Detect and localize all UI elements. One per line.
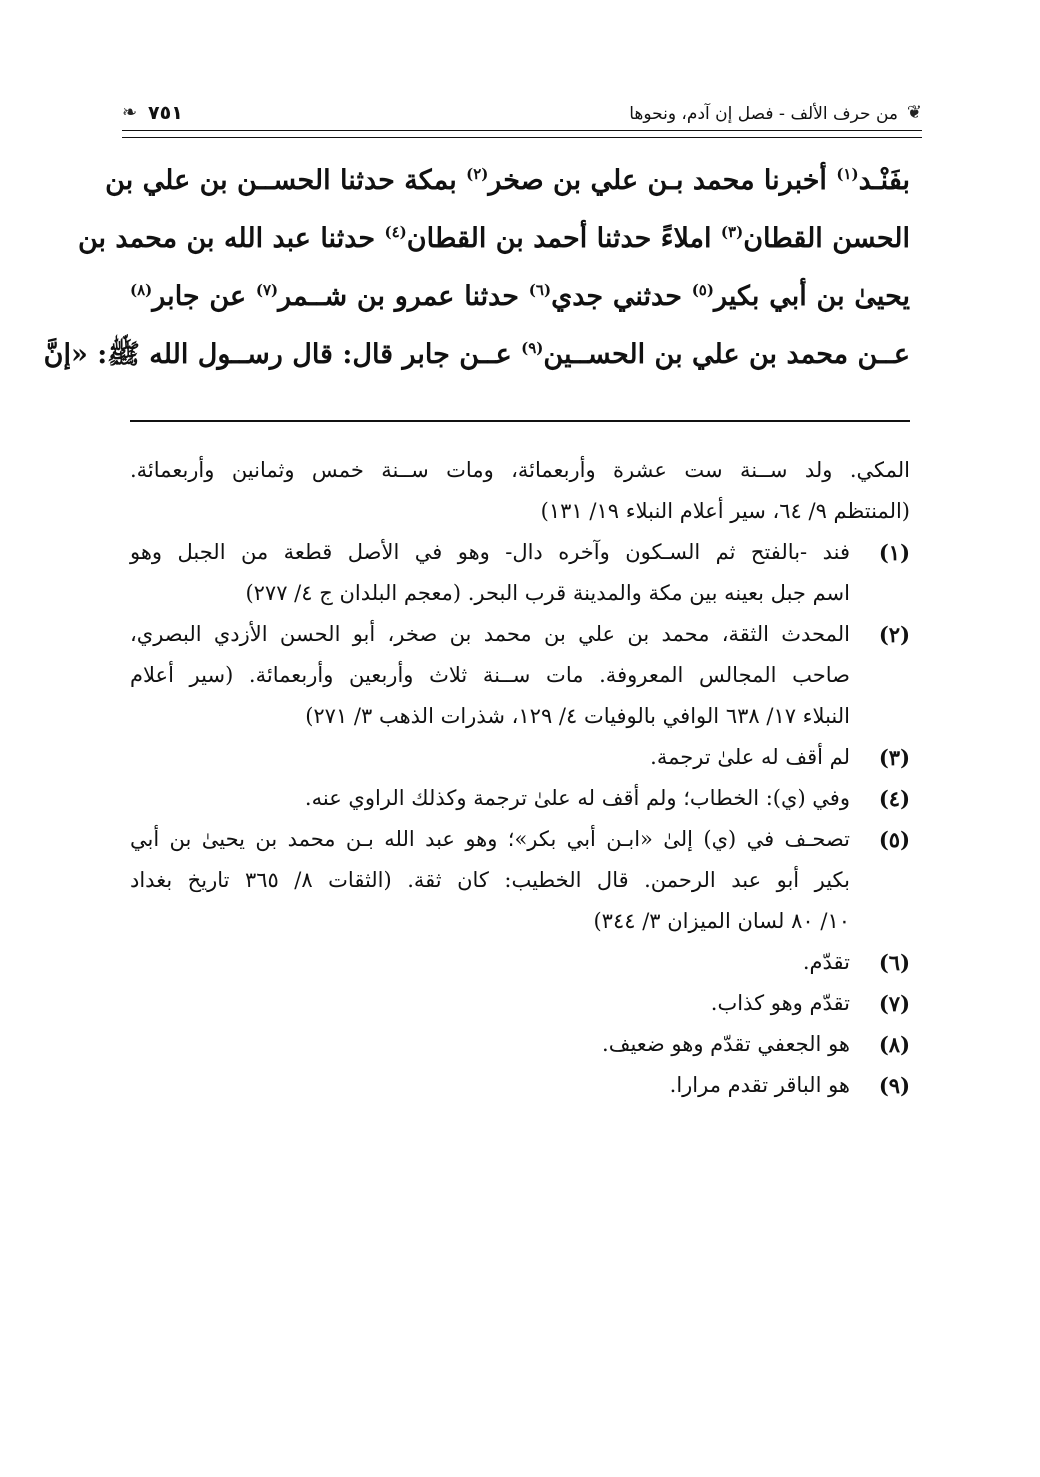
footnote-number: (٤) — [878, 786, 910, 811]
footnote-body — [130, 532, 850, 614]
text-segment: أخبرنا محمد بـن علي بن صخر — [488, 165, 837, 196]
footnote-number: (٦) — [878, 950, 910, 975]
footnote-body — [130, 1024, 850, 1065]
footnote-marker[interactable]: (٦) — [528, 281, 552, 299]
footnote-line: لم أقف له علىٰ ترجمة. — [650, 745, 850, 769]
footnote-marker[interactable]: (٨) — [130, 281, 153, 299]
text-segment: عن جابر — [152, 281, 256, 312]
footnote-marker[interactable]: (٢) — [466, 165, 489, 183]
footnote-item — [130, 532, 910, 614]
footnote-continuation-line: (المنتظم ٩/ ٦٤، سير أعلام النبلاء ١٩/ ١٣١) — [540, 499, 910, 523]
footnotes — [130, 450, 910, 1106]
footnote-number: (٩) — [878, 1073, 910, 1098]
footnote-marker[interactable]: (٤) — [384, 223, 407, 241]
footnote-number: (٧) — [878, 991, 910, 1016]
text-segment: بفَنْـد — [858, 165, 910, 196]
main-text-line — [43, 326, 910, 384]
footnote-item — [130, 819, 910, 942]
footnote-line: وفي (ي): الخطاب؛ ولم أقف له علىٰ ترجمة وكذلك الراوي عنه. — [304, 786, 850, 810]
footnote-line: بكير أبو عبد الرحمن. قال الخطيب: كان ثقة. (الثقات ٨/ ٣٦٥ تاريخ بغداد — [130, 868, 850, 892]
text-segment: بمكة حدثنا الحســن بن علي بن — [105, 165, 467, 196]
footnote-number: (٨) — [878, 1032, 910, 1057]
footnote-line: هو الجعفي تقدّم وهو ضعيف. — [602, 1032, 850, 1056]
footnote-item — [130, 983, 910, 1024]
footnote-item — [130, 614, 910, 737]
footnote-body — [130, 778, 850, 819]
main-text-line — [105, 152, 910, 210]
text-segment: عــن محمد بن علي بن الحســين — [543, 339, 910, 370]
footnote-line: تقدّم. — [802, 950, 850, 974]
footnote-marker[interactable]: (٩) — [521, 339, 544, 357]
footnote-marker[interactable]: (٣) — [720, 223, 744, 241]
footnote-body — [130, 737, 850, 778]
footnote-marker[interactable]: (٧) — [255, 281, 279, 299]
footnote-body — [130, 819, 850, 942]
footnote-body — [130, 1065, 850, 1106]
footnote-number: (٣) — [878, 745, 910, 770]
floral-ornament-icon: ❦ — [906, 102, 922, 123]
footnote-body — [130, 983, 850, 1024]
footnote-line: المحدث الثقة، محمد بن علي بن محمد بن صخر، أبو الحسن الأزدي البصري، — [130, 622, 850, 646]
main-text-line — [130, 268, 910, 326]
footnote-line: فند -بالفتح ثم السـكون وآخره دال- وهو في الأصل قطعة من الجبل وهو — [130, 540, 850, 564]
footnote-marker[interactable]: (١) — [836, 165, 859, 183]
footnote-item — [130, 1065, 910, 1106]
running-header — [122, 100, 922, 132]
footnote-divider — [130, 420, 910, 422]
footnote-line: النبلاء ١٧/ ٦٣٨ الوافي بالوفيات ٤/ ١٢٩، شذرات الذهب ٣/ ٢٧١) — [305, 704, 850, 728]
footnote-item — [130, 737, 910, 778]
footnote-line: صاحب المجالس المعروفة. مات ســنة ثلاث وأربعين وأربعمائة. (سير أعلام — [130, 663, 850, 687]
text-segment: حدثني جدي — [551, 281, 692, 312]
main-text — [43, 152, 911, 384]
text-segment: املاءً حدثنا أحمد بن القطان — [406, 223, 721, 254]
footnote-item — [130, 778, 910, 819]
footnote-continuation-line: المكي. ولد ســنة ست عشرة وأربعمائة، ومات ســنة خمس وثمانين وأربعمائة. — [130, 458, 910, 482]
footnote-number: (١) — [878, 540, 910, 565]
footnote-line: ١٠/ ٨٠ لسان الميزان ٣/ ٣٤٤) — [593, 909, 850, 933]
footnote-body — [130, 614, 850, 737]
footnote-line: هو الباقر تقدم مرارا. — [669, 1073, 850, 1097]
header-title: من حرف الألف - فصل إن آدم، ونحوها — [629, 104, 898, 124]
footnote-item — [130, 1024, 910, 1065]
footnote-number: (٥) — [878, 827, 910, 852]
text-segment: حدثنا عمرو بن شــمر — [278, 281, 529, 312]
footnote-line: تصحـف في (ي) إلىٰ «ابـن أبي بكر»؛ وهو عبد الله بـن محمد بن يحيىٰ بن أبي — [130, 827, 850, 851]
footnote-line: تقدّم وهو كذاب. — [710, 991, 850, 1015]
footnote-body — [130, 942, 850, 983]
footnote-line: اسم جبل بعينه بين مكة والمدينة قرب البحر. (معجم البلدان ج ٤/ ٢٧٧) — [245, 581, 850, 605]
footnote-number: (٢) — [878, 622, 910, 647]
footnote-item — [130, 942, 910, 983]
header-rule — [122, 130, 922, 138]
text-segment: عــن جابر قال: قال رســول الله ﷺ: «إنَّ — [43, 339, 522, 370]
text-segment: الحسن القطان — [743, 223, 910, 254]
text-segment: يحيىٰ بن أبي بكير — [713, 281, 911, 312]
floral-ornament-icon: ❧ — [122, 102, 138, 123]
text-segment: حدثنا عبد الله بن محمد بن — [77, 223, 385, 254]
footnote-marker[interactable]: (٥) — [691, 281, 714, 299]
main-text-line — [77, 210, 910, 268]
page-number: ٧٥١ — [148, 102, 183, 124]
